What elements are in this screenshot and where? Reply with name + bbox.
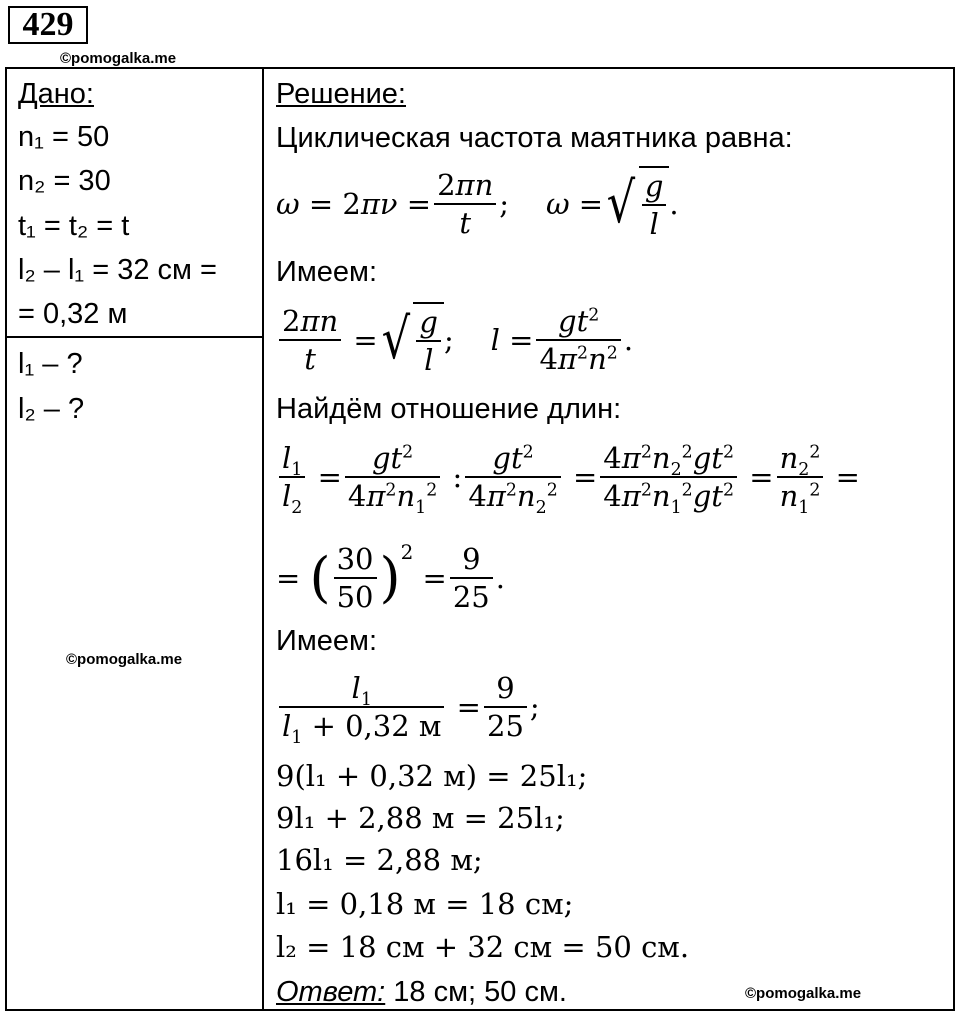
column-divider	[262, 67, 264, 1011]
find-line-1: l₁ – ?	[18, 348, 83, 380]
equation-4: 9l₁ + 2,88 м = 25l₁;	[276, 801, 565, 835]
have-2: Имеем:	[276, 625, 378, 657]
answer-line	[276, 970, 567, 1014]
problem-number: 429	[8, 6, 88, 44]
ratio-intro: Найдём отношение длин:	[276, 393, 622, 425]
unit-032: 0,32 м	[345, 709, 442, 743]
watermark-middle: ©pomogalka.me	[66, 651, 183, 668]
given-line-4: l₂ – l₁ = 32 см =	[18, 254, 217, 286]
equation-7: l₂ = 18 см + 32 см = 50 см.	[276, 930, 690, 964]
solution-heading: Решение:	[276, 78, 406, 110]
formula-omega: ω = 2 πν = $\frac{2\pi n}{t}$ ; ω = √ $\frac{g}{l}$ .	[276, 168, 679, 241]
given-divider	[5, 336, 263, 338]
given-line-3: t₁ = t₂ = t	[18, 210, 130, 242]
formula-proportion: $\frac{l_1}{l_1 + 0,32 м}$ = $\frac{9}{25}$ ;	[276, 662, 540, 752]
given-heading: Дано:	[18, 78, 94, 110]
solution-intro: Циклическая частота маятника равна:	[276, 122, 793, 154]
watermark-top: ©pomogalka.me	[60, 50, 177, 67]
formula-ratio-value: = ( $\frac{30}{50}$ ) $^2$ = $\frac{9}{25}$ .	[276, 540, 505, 614]
find-line-2: l₂ – ?	[18, 393, 85, 425]
watermark-bottom: ©pomogalka.me	[745, 985, 862, 1002]
equation-6: l₁ = 0,18 м = 18 см;	[276, 887, 574, 921]
given-line-5: = 0,32 м	[18, 298, 128, 330]
equation-5: 16l₁ = 2,88 м;	[276, 843, 483, 877]
formula-ratio: $\frac{l_1}{l_2}$ = $\frac{gt^2}{4\pi^2n_1^2}$ : $\frac{gt^2}{4\pi^2n_2^2}$ = $\frac{4\pi^2n_2^2gt^2}{4\pi^2n_1^2gt^2}$ = $\frac{n_2^2}{n_1^2}$ =	[276, 428, 860, 526]
formula-length: $\frac{2\pi n}{t}$ = √ $\frac{g}{l}$ ; l = $\frac{gt^2}{4\pi^2n^2}$ .	[276, 296, 633, 384]
given-line-1: n₁ = 50	[18, 121, 110, 153]
answer-label: Ответ:	[276, 976, 386, 1008]
answer-text: 18 см; 50 см.	[393, 976, 567, 1008]
given-line-2: n₂ = 30	[18, 165, 111, 197]
have-1: Имеем:	[276, 256, 378, 288]
equation-3: 9(l₁ + 0,32 м) = 25l₁;	[276, 759, 588, 793]
